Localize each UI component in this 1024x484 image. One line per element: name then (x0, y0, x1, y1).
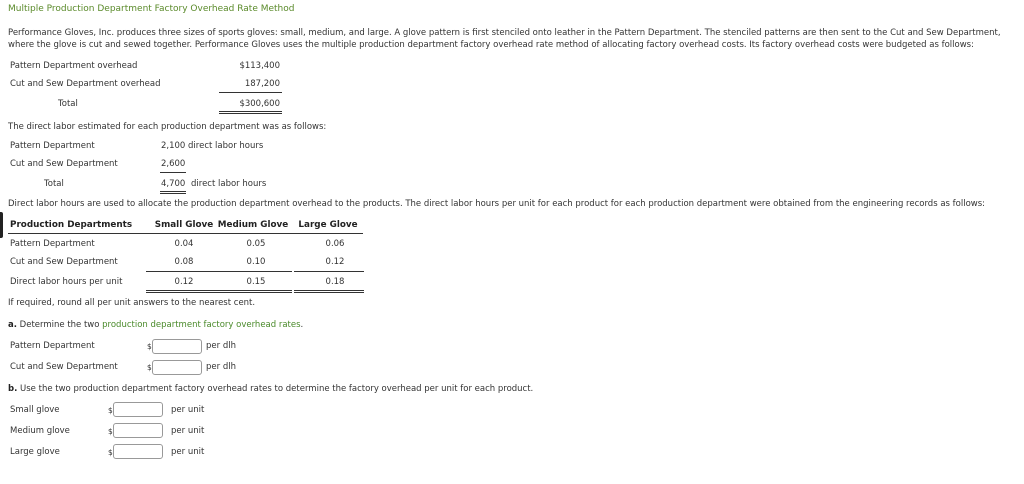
dl-value: 2,600 (161, 159, 186, 169)
table-row-label: Cut and Sew Department (10, 257, 118, 267)
part-b-instruction (8, 384, 533, 395)
table-cell: 0.12 (174, 277, 194, 287)
product-label: Large glove (10, 447, 60, 457)
dl-total-suffix: direct labor hours (191, 179, 267, 189)
overhead-label: Cut and Sew Department overhead (10, 79, 161, 89)
small-glove-input[interactable] (113, 402, 163, 417)
product-unit: per unit (171, 426, 205, 436)
dl-label: Pattern Department (10, 141, 95, 151)
product-unit: per unit (171, 405, 205, 415)
dl-total-label: Total (44, 179, 64, 189)
overhead-total-label: Total (58, 99, 78, 109)
page-title: Multiple Production Department Factory Overhead Rate Method (8, 4, 295, 14)
header-rule (8, 233, 363, 234)
currency-symbol: $ (108, 427, 113, 436)
part-b-text: Use the two production department factory overhead rates to determine the factory overhead per unit for each product. (20, 384, 534, 394)
large-glove-input[interactable] (113, 444, 163, 459)
subtotal-rule (294, 271, 364, 272)
table-header: Small Glove (154, 220, 214, 230)
overhead-value: 187,200 (244, 79, 280, 89)
intro-line-2: where the glove is cut and sewed together. Performance Gloves uses the multiple production department factory overhead rate method of allocating factory overhead costs. Its factory overhead costs were budgeted as follows: (8, 40, 974, 50)
subtotal-rule (219, 271, 292, 272)
part-a-glossary-link[interactable]: production department factory overhead rates (102, 320, 301, 330)
total-double-rule (219, 290, 292, 293)
table-row-label: Direct labor hours per unit (10, 277, 123, 287)
subtotal-rule (146, 271, 222, 272)
table-header: Production Departments (10, 220, 133, 230)
part-b-prefix: b. (8, 384, 18, 394)
dl-intro: The direct labor estimated for each production department was as follows: (8, 122, 327, 132)
overhead-value: $113,400 (239, 61, 280, 71)
rounding-note: If required, round all per unit answers to the nearest cent. (8, 298, 256, 308)
part-a-period: . (300, 320, 304, 330)
rate-label: Pattern Department (10, 341, 95, 351)
table-header: Large Glove (298, 220, 358, 230)
table-cell: 0.05 (246, 239, 266, 249)
rate-label: Cut and Sew Department (10, 362, 118, 372)
table-cell: 0.10 (246, 257, 266, 267)
overhead-total-value: $300,600 (239, 99, 280, 109)
table-cell: 0.06 (325, 239, 345, 249)
currency-symbol: $ (147, 363, 152, 372)
dl-label: Cut and Sew Department (10, 159, 118, 169)
currency-symbol: $ (108, 448, 113, 457)
table-cell: 0.15 (246, 277, 266, 287)
product-label: Small glove (10, 405, 60, 415)
part-a-instruction (8, 320, 303, 331)
table-header: Medium Glove (217, 220, 289, 230)
product-unit: per unit (171, 447, 205, 457)
currency-symbol: $ (147, 342, 152, 351)
part-a-text: Determine the two (19, 320, 100, 330)
cut-sew-rate-input[interactable] (152, 360, 202, 375)
total-double-rule (294, 290, 364, 293)
intro-line-1: Performance Gloves, Inc. produces three sizes of sports gloves: small, medium, and large. A glove pattern is first stenciled onto leather in the Pattern Department. The stenciled patterns are then sent to the Cut and Sew Department, (8, 28, 1001, 38)
rate-unit: per dlh (206, 341, 236, 351)
total-double-rule (219, 111, 282, 114)
product-label: Medium glove (10, 426, 70, 436)
dl-total-value: 4,700 (161, 179, 186, 189)
rate-unit: per dlh (206, 362, 236, 372)
table-cell: 0.12 (325, 257, 345, 267)
table-row-label: Pattern Department (10, 239, 95, 249)
total-double-rule (146, 290, 222, 293)
part-a-prefix: a. (8, 320, 17, 330)
dl-value: 2,100 direct labor hours (161, 141, 264, 151)
dlh-intro: Direct labor hours are used to allocate the production department overhead to the products. The direct labor hours per unit for each product for each production department were obtained from the engineering records as follows: (8, 199, 986, 209)
table-cell: 0.18 (325, 277, 345, 287)
pattern-rate-input[interactable] (152, 339, 202, 354)
medium-glove-input[interactable] (113, 423, 163, 438)
total-double-rule (160, 191, 186, 194)
left-edge-marker (0, 212, 3, 238)
subtotal-rule (219, 92, 282, 93)
table-cell: 0.08 (174, 257, 194, 267)
overhead-label: Pattern Department overhead (10, 61, 138, 71)
table-cell: 0.04 (174, 239, 194, 249)
currency-symbol: $ (108, 406, 113, 415)
subtotal-rule (160, 172, 186, 173)
